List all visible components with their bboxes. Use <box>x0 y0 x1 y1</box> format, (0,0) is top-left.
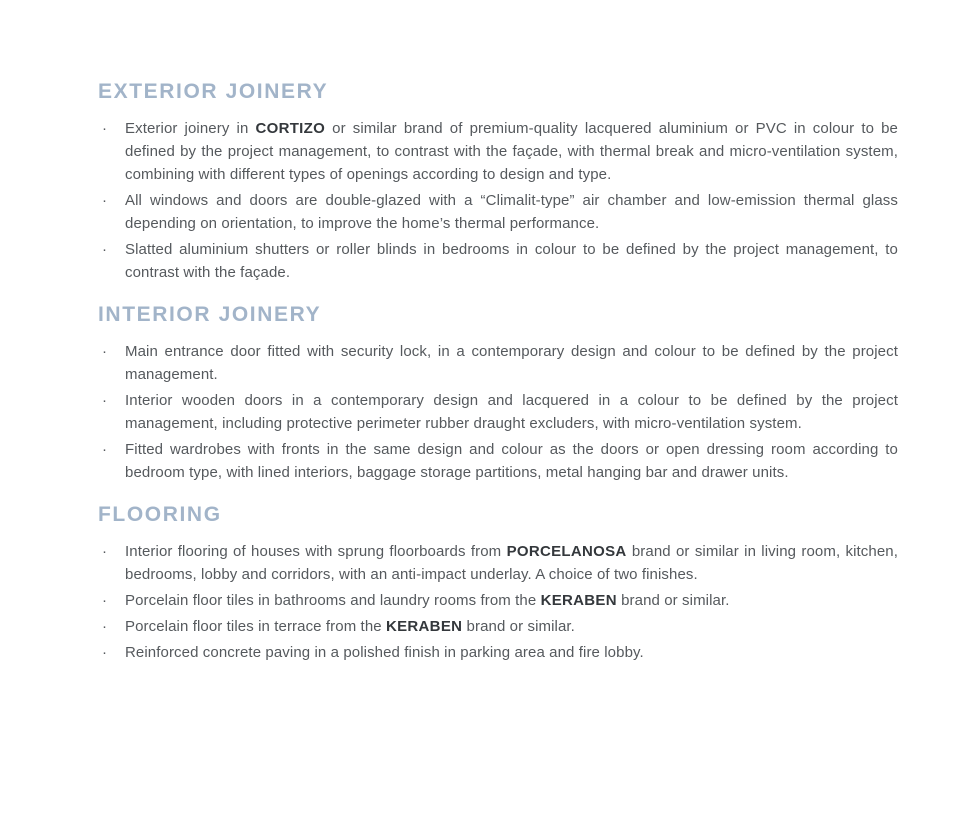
text-segment: Porcelain floor tiles in bathrooms and laundry rooms from the <box>125 592 541 609</box>
list-item <box>98 641 898 664</box>
bullet-list <box>98 117 898 284</box>
bullet-dot-icon: · <box>102 618 107 635</box>
brand-name-bold: CORTIZO <box>255 120 326 137</box>
section-heading: FLOORING <box>98 503 222 526</box>
section-flooring <box>98 504 898 664</box>
text-segment: brand or similar. <box>616 592 730 609</box>
list-item <box>98 117 898 186</box>
section-interior-joinery <box>98 304 898 484</box>
bullet-list <box>98 540 898 664</box>
brand-name-bold: KERABEN <box>385 618 463 635</box>
list-item-text <box>125 615 898 638</box>
list-item-text <box>125 438 898 484</box>
bullet-list <box>98 340 898 484</box>
bullet-dot-icon: · <box>102 644 107 661</box>
text-segment: All windows and doors are double-glazed with a “Climalit-type” air chamber and low-emission thermal glass depending on orientation, to improve the home’s thermal performance. <box>125 192 898 232</box>
list-item <box>98 615 898 638</box>
bullet-dot-icon: · <box>102 592 107 609</box>
list-item <box>98 438 898 484</box>
bullet-dot-icon: · <box>102 241 107 258</box>
list-item <box>98 589 898 612</box>
bullet-dot-icon: · <box>102 543 107 560</box>
bullet-dot-icon: · <box>102 441 107 458</box>
brand-name-bold: KERABEN <box>540 592 617 609</box>
bullet-dot-icon: · <box>102 120 107 137</box>
text-segment: Reinforced concrete paving in a polished finish in parking area and fire lobby. <box>125 644 644 661</box>
section-heading: EXTERIOR JOINERY <box>98 80 329 103</box>
section-heading: INTERIOR JOINERY <box>98 303 322 326</box>
list-item-text <box>125 589 898 612</box>
section-exterior-joinery <box>98 81 898 284</box>
text-segment: Main entrance door fitted with security lock, in a contemporary design and colour to be defined by the project management. <box>125 343 898 383</box>
brand-name-bold: PORCELANOSA <box>506 543 627 560</box>
text-segment: brand or similar in living room, kitchen, bedrooms, lobby and corridors, with an anti-impact underlay. A choice of two finishes. <box>125 543 898 583</box>
list-item <box>98 540 898 586</box>
list-item-text <box>125 540 898 586</box>
list-item <box>98 238 898 284</box>
text-segment: Exterior joinery in <box>125 120 256 137</box>
bullet-dot-icon: · <box>102 343 107 360</box>
text-segment: Interior flooring of houses with sprung floorboards from <box>125 543 507 560</box>
text-segment: Interior wooden doors in a contemporary design and lacquered in a colour to be defined by the project management, including protective perimeter rubber draught excluders, with micro-ventilation system. <box>125 392 898 432</box>
specifications-content <box>98 61 898 670</box>
text-segment: Slatted aluminium shutters or roller blinds in bedrooms in colour to be defined by the project management, to contrast with the façade. <box>125 241 898 281</box>
list-item-text <box>125 238 898 284</box>
bullet-dot-icon: · <box>102 392 107 409</box>
bullet-dot-icon: · <box>102 192 107 209</box>
text-segment: brand or similar. <box>462 618 575 635</box>
list-item <box>98 189 898 235</box>
list-item <box>98 340 898 386</box>
list-item-text <box>125 189 898 235</box>
text-segment: Porcelain floor tiles in terrace from the <box>125 618 386 635</box>
list-item-text <box>125 340 898 386</box>
list-item-text <box>125 117 898 186</box>
list-item <box>98 389 898 435</box>
list-item-text <box>125 641 898 664</box>
text-segment: or similar brand of premium-quality lacquered aluminium or PVC in colour to be defined by the project management, to contrast with the façade, with thermal break and micro-ventilation system, combining with different types of openings according to design and type. <box>125 120 898 183</box>
list-item-text <box>125 389 898 435</box>
text-segment: Fitted wardrobes with fronts in the same design and colour as the doors or open dressing room according to bedroom type, with lined interiors, baggage storage partitions, metal hanging bar and drawer units. <box>125 441 898 481</box>
